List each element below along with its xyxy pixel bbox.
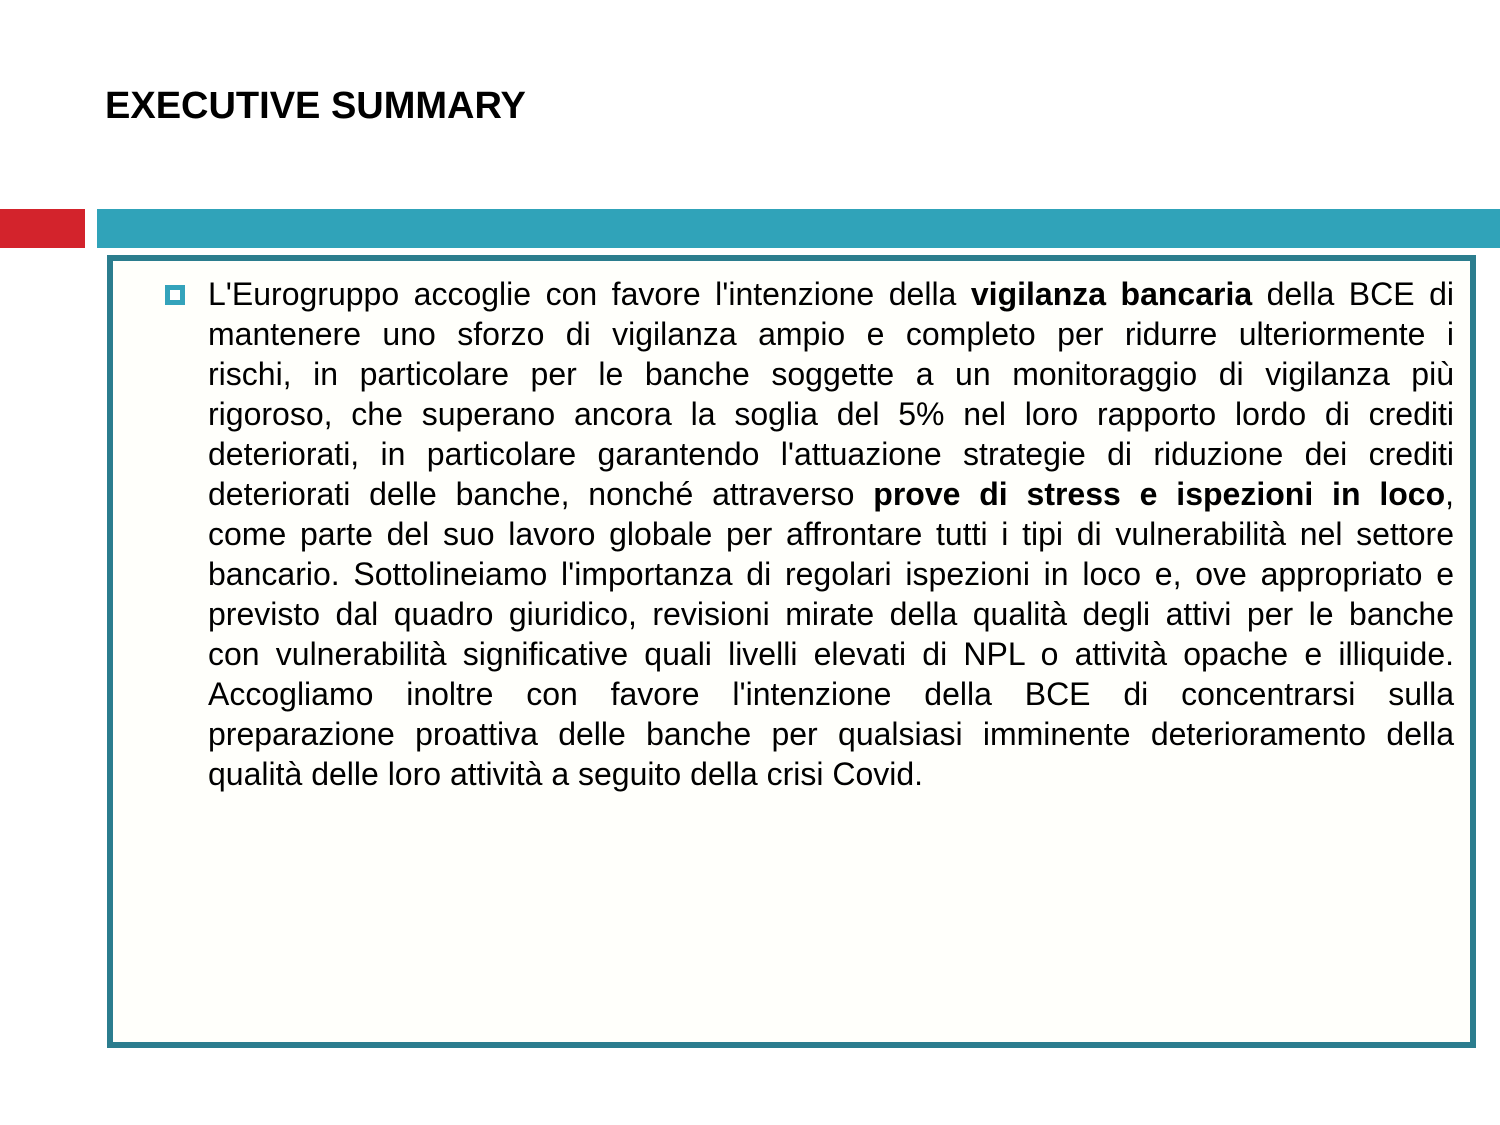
text-line [208, 674, 1454, 714]
text-line [208, 514, 1454, 554]
text-segment: qualità delle loro attività a seguito della crisi Covid. [208, 756, 924, 792]
text-segment: , [1445, 476, 1455, 512]
square-outline-icon [165, 285, 185, 305]
bold-text-segment: prove di stress e ispezioni in loco [873, 476, 1446, 512]
text-line [208, 714, 1454, 754]
text-segment: Accogliamo inoltre con favore l'intenzione della BCE di concentrarsi sulla [208, 676, 1454, 712]
text-segment: deteriorati, in particolare garantendo l'attuazione strategie di riduzione dei crediti [208, 436, 1454, 472]
text-segment: rigoroso, che superano ancora la soglia del 5% nel loro rapporto lordo di crediti [208, 396, 1454, 432]
text-segment: L'Eurogruppo accoglie con favore l'intenzione della [208, 276, 971, 312]
text-line [208, 314, 1454, 354]
text-line [208, 274, 1454, 314]
text-line [208, 434, 1454, 474]
text-line [208, 554, 1454, 594]
bold-text-segment: vigilanza bancaria [970, 276, 1253, 312]
text-segment: preparazione proattiva delle banche per qualsiasi imminente deterioramento della [208, 716, 1454, 752]
text-segment: rischi, in particolare per le banche soggette a un monitoraggio di vigilanza più [208, 356, 1454, 392]
text-segment: con vulnerabilità significative quali livelli elevati di NPL o attività opache e illiquide. [208, 636, 1454, 672]
text-segment: bancario. Sottolineiamo l'importanza di regolari ispezioni in loco e, ove appropriato e [208, 556, 1454, 592]
page-title: EXECUTIVE SUMMARY [105, 85, 526, 127]
bullet-paragraph [208, 274, 1454, 794]
text-line [208, 474, 1454, 514]
text-line [208, 754, 1454, 794]
text-line [208, 634, 1454, 674]
text-segment: come parte del suo lavoro globale per affrontare tutti i tipi di vulnerabilità nel settore [208, 516, 1454, 552]
text-segment: mantenere uno sforzo di vigilanza ampio e completo per ridurre ulteriormente i [208, 316, 1454, 352]
text-segment: della BCE di [1252, 276, 1455, 312]
text-segment: previsto dal quadro giuridico, revisioni mirate della qualità degli attivi per le banche [208, 596, 1454, 632]
red-accent-bar [0, 209, 85, 248]
content-box [107, 255, 1476, 1048]
text-line [208, 594, 1454, 634]
text-line [208, 394, 1454, 434]
text-line [208, 354, 1454, 394]
text-segment: deteriorati delle banche, nonché attraverso [208, 476, 874, 512]
teal-accent-bar [97, 209, 1500, 248]
